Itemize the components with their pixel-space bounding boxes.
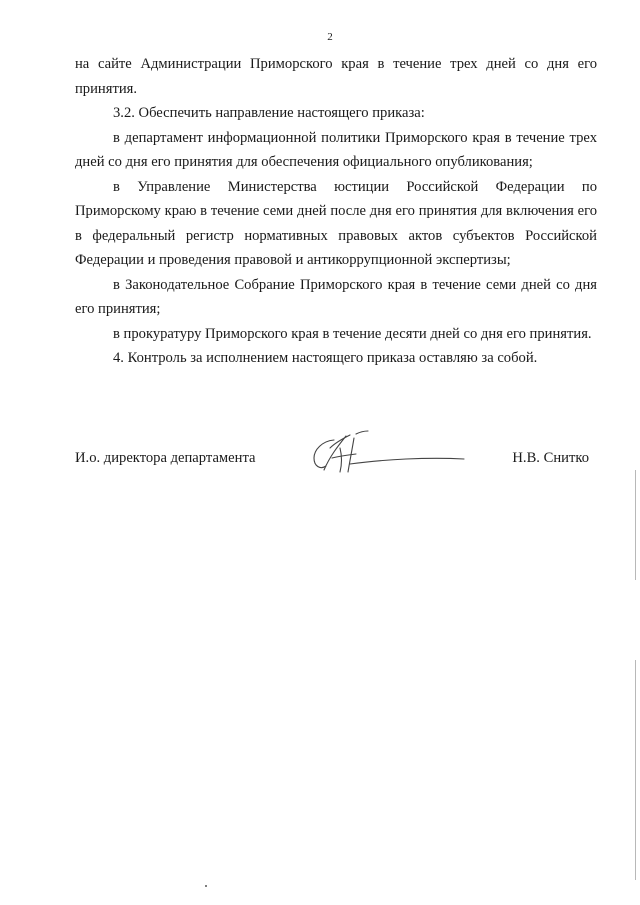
paragraph-prosecutor-office: в прокуратуру Приморского края в течение десяти дней со дня его принятия. xyxy=(113,325,592,342)
paragraph-continuation: на сайте Администрации Приморского края в течение трех дней со дня его принятия. xyxy=(75,56,597,97)
document-body xyxy=(75,52,597,371)
signatory-position: И.о. директора департамента xyxy=(75,450,256,466)
handwritten-signature xyxy=(296,428,476,480)
paragraph-item-4-control: 4. Контроль за исполнением настоящего приказа оставляю за собой. xyxy=(113,350,538,366)
page-number: 2 xyxy=(327,31,333,43)
paragraph-legislative-assembly: в Законодательное Собрание Приморского края в течение семи дней со дня его принятия; xyxy=(75,276,597,317)
paragraph-info-policy-department: в департамент информационной политики Приморского края в течение трех дней со дня его принятия для обеспечения официального опубликования; xyxy=(75,129,597,170)
paragraph-ministry-of-justice: в Управление Министерства юстиции Российской Федерации по Приморскому краю в течение семи дней после дня его принятия для включения его в федеральный регистр нормативных правовых актов субъектов Российской Федерации и проведения правовой и антикоррупционной экспертизы; xyxy=(75,178,597,268)
scan-edge-line xyxy=(635,660,636,880)
scan-edge-line xyxy=(635,470,636,580)
scan-artifact-dot xyxy=(205,885,207,887)
signatory-name: Н.В. Снитко xyxy=(512,450,589,466)
paragraph-item-3-2: 3.2. Обеспечить направление настоящего приказа: xyxy=(113,105,425,121)
